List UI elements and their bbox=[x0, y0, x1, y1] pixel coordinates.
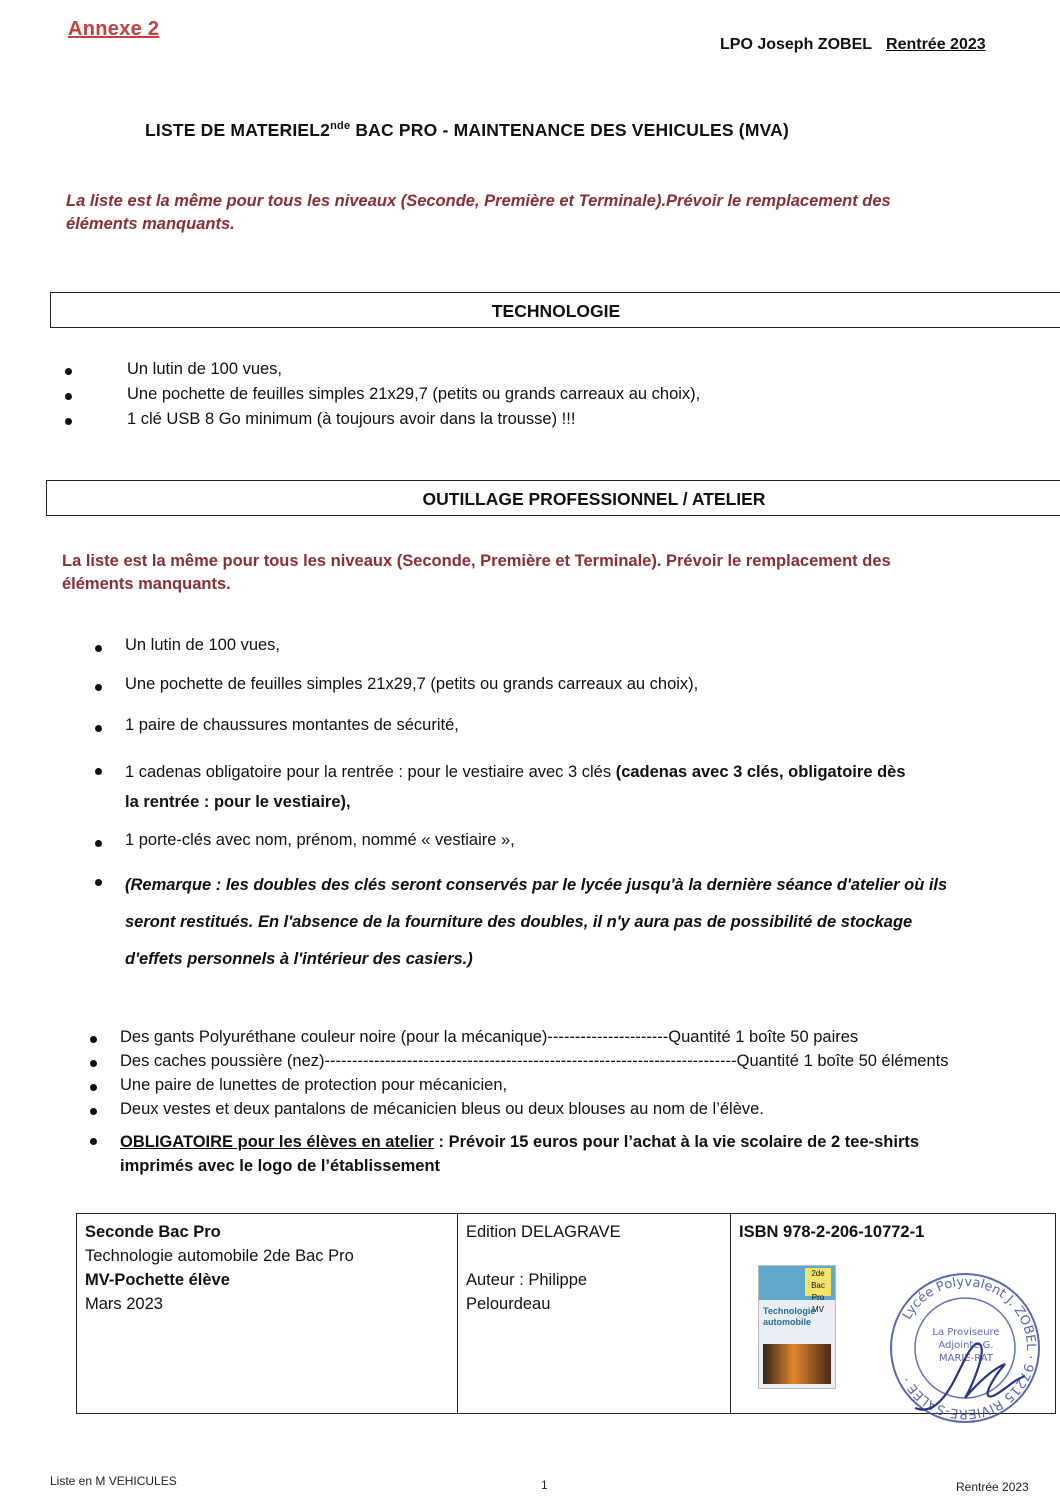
cover-tag: 2de Bac Pro MV bbox=[805, 1268, 831, 1296]
bullet-icon bbox=[95, 840, 102, 847]
title-rest: BAC PRO - MAINTENANCE DES VEHICULES (MVA) bbox=[350, 120, 790, 140]
list-item: 1 paire de chaussures montantes de sécurité, bbox=[125, 716, 1045, 757]
bullet-icon bbox=[90, 1138, 97, 1145]
technologie-list bbox=[127, 360, 1027, 435]
intro-note-line1: La liste est la même pour tous les niveaux (Seconde, Première et Terminale).Prévoir le remplacement des bbox=[66, 192, 891, 210]
book-date: Mars 2023 bbox=[85, 1295, 163, 1313]
list-item: (Remarque : les doubles des clés seront conservés par le lycée jusqu'à la dernière séance d'atelier où ils seront restitués. En l'absence de la fourniture des doubles, il n'y aura pas de possibilité de stockage d'effets personnels à l'intérieur des casiers.) bbox=[125, 867, 1045, 978]
outillage-note bbox=[62, 550, 1057, 596]
book-publisher: Edition DELAGRAVE bbox=[466, 1223, 621, 1241]
outillage-title: OUTILLAGE PROFESSIONNEL / ATELIER bbox=[422, 489, 766, 509]
list-item: Un lutin de 100 vues, bbox=[127, 360, 1027, 385]
bullet-icon bbox=[95, 768, 102, 775]
book-author-label: Auteur : Philippe bbox=[466, 1271, 588, 1289]
book-info-cell bbox=[77, 1214, 458, 1414]
bullet-icon bbox=[65, 368, 72, 375]
bullet-icon bbox=[95, 684, 102, 691]
outillage-extra-list bbox=[120, 1028, 1050, 1178]
book-publisher-cell bbox=[458, 1214, 731, 1414]
list-item: 1 porte-clés avec nom, prénom, nommé « vestiaire », bbox=[125, 831, 1045, 867]
technologie-section-header bbox=[50, 292, 1060, 328]
intro-note-line2: éléments manquants. bbox=[66, 215, 235, 233]
list-item: OBLIGATOIRE pour les élèves en atelier : Prévoir 15 euros pour l’achat à la vie scolaire de 2 tee-shirts imprimés avec le logo de l’établissement bbox=[120, 1130, 1050, 1178]
book-level: Seconde Bac Pro bbox=[85, 1223, 221, 1241]
bullet-icon bbox=[90, 1108, 97, 1115]
list-item: Une pochette de feuilles simples 21x29,7 (petits ou grands carreaux au choix), bbox=[125, 675, 1045, 716]
list-item: Des caches poussière (nez)---------------------------------------------------------------------------Quantité 1 boîte 50 éléments bbox=[120, 1052, 1050, 1076]
rentree-label: Rentrée 2023 bbox=[886, 36, 986, 53]
outillage-list bbox=[125, 636, 1045, 978]
official-stamp bbox=[885, 1268, 1045, 1428]
list-item: Des gants Polyuréthane couleur noire (pour la mécanique)----------------------Quantité 1 boîte 50 paires bbox=[120, 1028, 1050, 1052]
intro-note bbox=[66, 190, 1026, 236]
stamp-inner-text: La Proviseure Adjointe G. MARIE-RAT bbox=[932, 1327, 1000, 1364]
bullet-icon bbox=[90, 1060, 97, 1067]
page-number: 1 bbox=[541, 1478, 548, 1492]
bullet-icon bbox=[95, 725, 102, 732]
page-title bbox=[145, 120, 789, 141]
outillage-note-line1: La liste est la même pour tous les niveaux (Seconde, Première et Terminale). Prévoir le remplacement des bbox=[62, 552, 891, 570]
bullet-icon bbox=[90, 1084, 97, 1091]
annexe-label: Annexe 2 bbox=[68, 18, 160, 40]
bullet-icon bbox=[65, 393, 72, 400]
footer-right: Rentrée 2023 bbox=[956, 1480, 1029, 1494]
book-isbn: ISBN 978-2-206-10772-1 bbox=[739, 1223, 925, 1241]
school-name: LPO Joseph ZOBEL bbox=[720, 36, 873, 53]
stamp-ring-text: Lycée Polyvalent J. ZOBEL · 97215 RIVIÈRE-SALÉE · bbox=[899, 1274, 1039, 1422]
list-item: Deux vestes et deux pantalons de mécanicien bleus ou deux blouses au nom de l’élève. bbox=[120, 1100, 1050, 1124]
list-item: 1 clé USB 8 Go minimum (à toujours avoir dans la trousse) !!! bbox=[127, 410, 1027, 435]
book-title: Technologie automobile 2de Bac Pro bbox=[85, 1247, 354, 1265]
school-header bbox=[720, 36, 986, 54]
bullet-icon bbox=[90, 1036, 97, 1043]
outillage-section-header bbox=[46, 480, 1060, 516]
list-item: Un lutin de 100 vues, bbox=[125, 636, 1045, 675]
book-author-name: Pelourdeau bbox=[466, 1295, 551, 1313]
bullet-icon bbox=[65, 418, 72, 425]
title-sup: nde bbox=[330, 120, 351, 133]
cover-title: Technologie automobile bbox=[763, 1306, 816, 1327]
list-item: Une pochette de feuilles simples 21x29,7 (petits ou grands carreaux au choix), bbox=[127, 385, 1027, 410]
book-format: MV-Pochette élève bbox=[85, 1271, 230, 1289]
list-item: Une paire de lunettes de protection pour mécanicien, bbox=[120, 1076, 1050, 1100]
list-item: 1 cadenas obligatoire pour la rentrée : pour le vestiaire avec 3 clés (cadenas avec 3 clés, obligatoire dès la rentrée : pour le vestiaire), bbox=[125, 757, 1045, 831]
technologie-title: TECHNOLOGIE bbox=[491, 301, 621, 321]
book-cover-image bbox=[758, 1265, 836, 1389]
bullet-icon bbox=[95, 879, 102, 886]
footer-left: Liste en M VEHICULES bbox=[50, 1474, 177, 1488]
title-main: LISTE DE MATERIEL2 bbox=[145, 120, 331, 140]
cover-photo bbox=[763, 1344, 831, 1384]
bullet-icon bbox=[95, 645, 102, 652]
outillage-note-line2: éléments manquants. bbox=[62, 575, 231, 593]
